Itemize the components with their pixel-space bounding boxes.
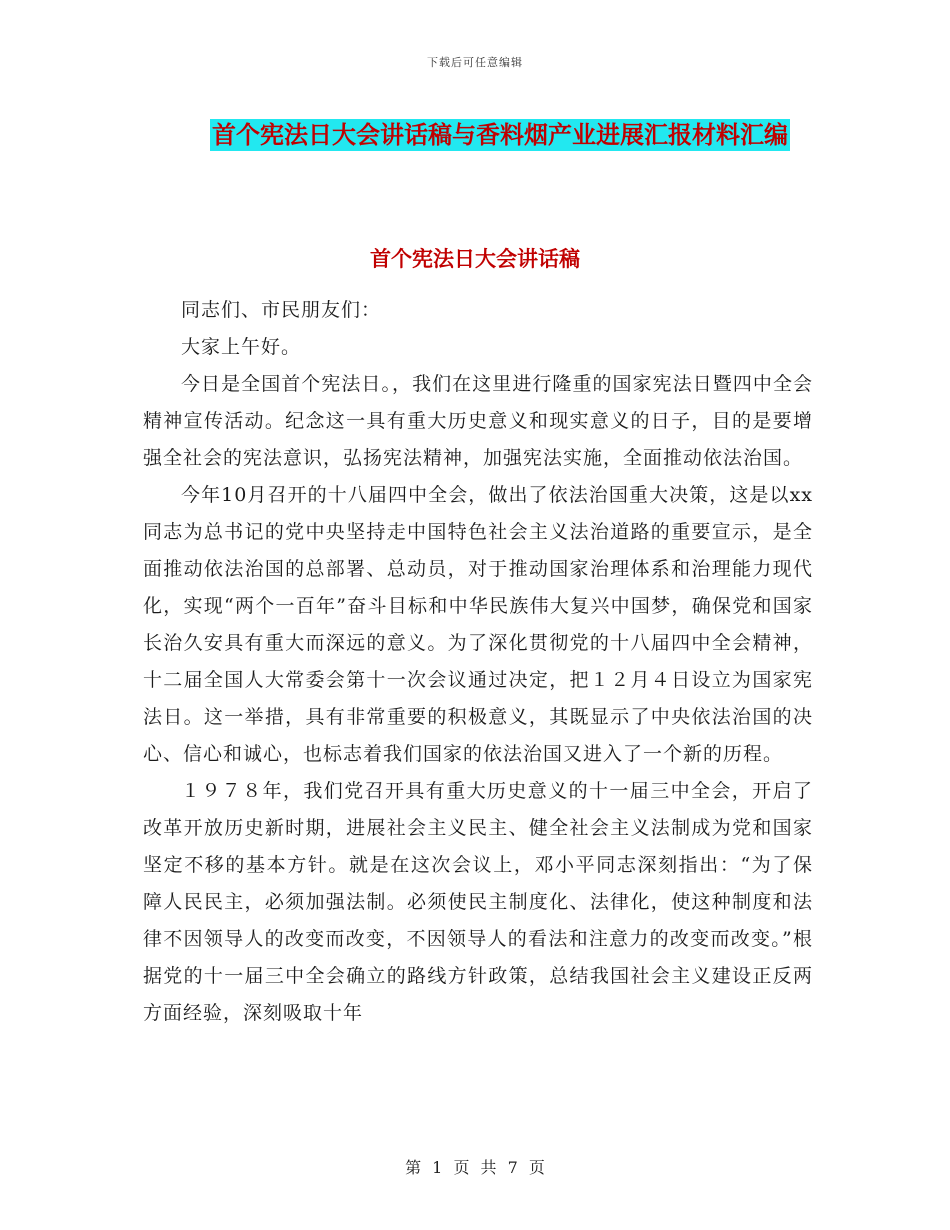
paragraph: 今年10月召开的十八届四中全会，做出了依法治国重大决策，这是以xx同志为总书记的党中央坚持走中国特色社会主义法治道路的重要宣示，是全面推动依法治国的总部署、总动员，对于推动国家治理体系和治理能力现代化，实现“两个一百年”奋斗目标和中华民族伟大复兴中国梦，确保党和国家长治久安具有重大而深远的意义。为了深化贯彻党的十八届四中全会精神，十二届全国人大常委会第十一次会议通过决定，把１２月４日设立为国家宪法日。这一举措，具有非常重要的积极意义，其既显示了中央依法治国的决心、信心和诚心，也标志着我们国家的依法治国又进入了一个新的历程。 — [143, 484, 813, 765]
document-title — [190, 110, 810, 160]
paragraph: 今日是全国首个宪法日。，我们在这里进行隆重的国家宪法日暨四中全会精神宣传活动。纪念这一具有重大历史意义和现实意义的日子，目的是要增强全社会的宪法意识，弘扬宪法精神，加强宪法实施，全面推动依法治国。 — [143, 373, 813, 469]
header-note: 下载后可任意编辑 — [427, 56, 523, 69]
paragraph-greeting: 同志们、市民朋友们： — [181, 299, 382, 321]
paragraph-salutation: 大家上午好。 — [181, 336, 302, 358]
document-title-text: 首个宪法日大会讲话稿与香料烟产业进展汇报材料汇编 — [212, 121, 788, 149]
document-body — [143, 292, 813, 1032]
paragraph: １９７８年，我们党召开具有重大历史意义的十一届三中全会，开启了改革开放历史新时期，进展社会主义民主、健全社会主义法制成为党和国家坚定不移的基本方针。就是在这次会议上，邓小平同志深刻指出：“为了保障人民民主，必须加强法制。必须使民主制度化、法律化，使这种制度和法律不因领导人的改变而改变，不因领导人的看法和注意力的改变而改变。”根据党的十一届三中全会确立的路线方针政策，总结我国社会主义建设正反两方面经验，深刻吸取十年 — [143, 780, 813, 1024]
section-title: 首个宪法日大会讲话稿 — [370, 247, 580, 271]
page-footer: 第 1 页 共 7 页 — [405, 1158, 545, 1177]
